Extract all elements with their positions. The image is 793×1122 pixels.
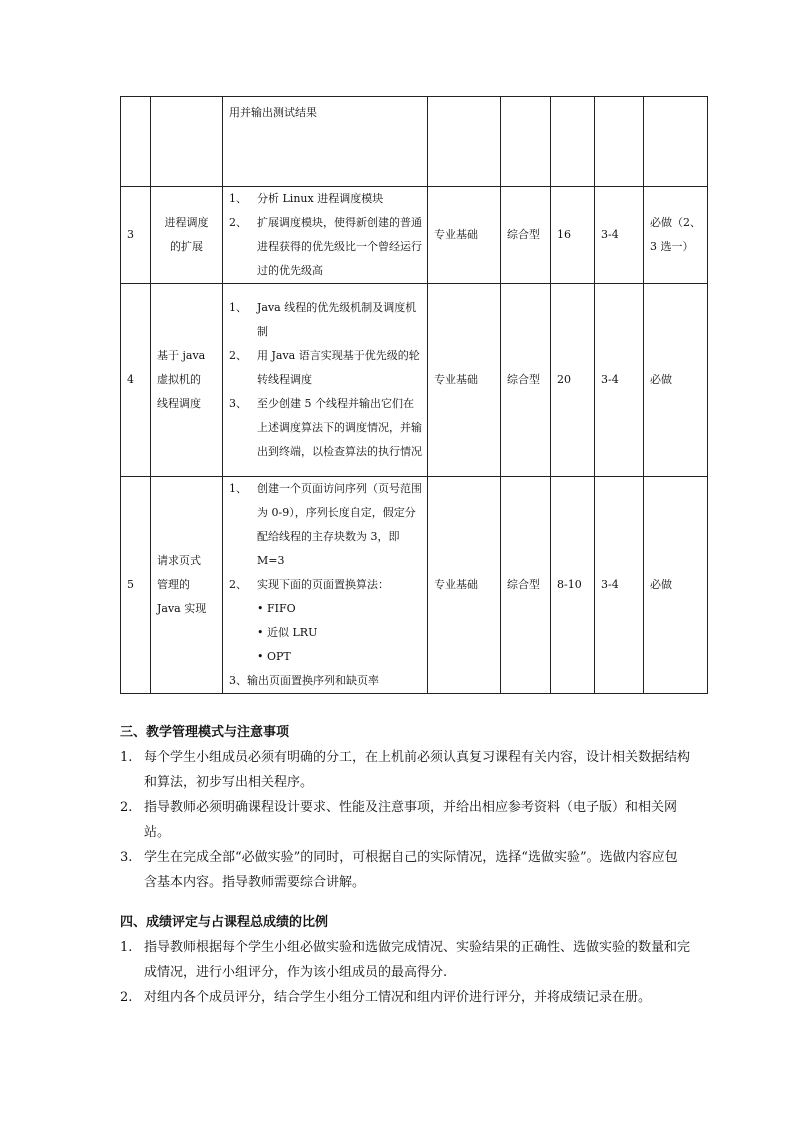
table-row — [121, 477, 708, 694]
experiment-hours — [551, 97, 595, 187]
experiment-requirement: 必做 — [644, 284, 708, 477]
table-row — [121, 187, 708, 284]
item-number: 2、 — [229, 578, 247, 591]
experiment-content — [223, 477, 428, 694]
name-line: 虚拟机的 — [157, 373, 201, 386]
row-number: 3 — [121, 187, 151, 284]
experiment-kind: 综合型 — [501, 284, 551, 477]
section-heading: 四、成绩评定与占课程总成绩的比例 — [120, 915, 329, 930]
experiment-content — [223, 187, 428, 284]
row-number: 5 — [121, 477, 151, 694]
experiment-name — [151, 477, 223, 694]
item-text: 每个学生小组成员必须有明确的分工，在上机前必须认真复习课程有关内容，设计相关数据结构和算法，初步写出相关程序。 — [144, 750, 691, 790]
experiment-type — [428, 97, 501, 187]
item-number: 1、 — [229, 192, 247, 205]
experiment-name — [151, 97, 223, 187]
item-number: 2. — [120, 990, 133, 1005]
experiment-people: 3-4 — [595, 477, 644, 694]
content-tail: 3、输出页面置换序列和缺页率 — [229, 674, 379, 687]
item-text: 创建一个页面访问序列（页号范围为 0-9），序列长度自定，假定分配给线程的主存块数为 3，即 M=3 — [257, 482, 422, 567]
item-text: 实现下面的页面置换算法： — [257, 578, 389, 591]
experiment-people: 3-4 — [595, 284, 644, 477]
bullet-item: • 近似 LRU — [257, 626, 318, 639]
content-item — [229, 344, 423, 392]
experiment-content — [223, 97, 428, 187]
experiment-requirement: 必做（2、3 选一） — [644, 187, 708, 284]
experiment-name — [151, 284, 223, 477]
item-text: 扩展调度模块，使得新创建的普通进程获得的优先级比一个曾经运行过的优先级高 — [257, 216, 422, 277]
experiment-hours: 8-10 — [551, 477, 595, 694]
list-item — [120, 845, 690, 895]
experiment-content — [223, 284, 428, 477]
name-line: 管理的 — [157, 578, 190, 591]
experiment-type: 专业基础 — [428, 187, 501, 284]
item-number: 2. — [120, 800, 133, 815]
item-text: Java 线程的优先级机制及调度机制 — [257, 301, 417, 338]
experiment-kind: 综合型 — [501, 477, 551, 694]
list-item — [120, 745, 690, 795]
name-line: 基于 java — [157, 349, 206, 362]
experiment-type: 专业基础 — [428, 477, 501, 694]
content-item — [229, 477, 423, 573]
experiment-type: 专业基础 — [428, 284, 501, 477]
item-text: 至少创建 5 个线程并输出它们在上述调度算法下的调度情况，并输出到终端，以检查算法的执行情况 — [257, 397, 422, 458]
experiment-requirement: 必做 — [644, 477, 708, 694]
experiment-kind: 综合型 — [501, 187, 551, 284]
experiment-kind — [501, 97, 551, 187]
list-item — [120, 935, 690, 985]
item-number: 1、 — [229, 301, 247, 314]
name-line: 请求页式 — [157, 554, 201, 567]
row-number — [121, 97, 151, 187]
experiment-people — [595, 97, 644, 187]
name-line: Java 实现 — [157, 602, 207, 615]
section-teaching-management — [120, 720, 690, 895]
item-number: 1. — [120, 750, 133, 765]
table-row — [121, 97, 708, 187]
list-item — [120, 795, 690, 845]
item-number: 3. — [120, 850, 133, 865]
item-number: 2、 — [229, 349, 247, 362]
experiment-hours: 16 — [551, 187, 595, 284]
content-item — [229, 392, 423, 464]
row-number: 4 — [121, 284, 151, 477]
content-item — [229, 573, 423, 597]
item-number: 1. — [120, 940, 133, 955]
section-heading: 三、教学管理模式与注意事项 — [120, 725, 290, 740]
name-line: 的扩展 — [170, 240, 203, 253]
experiment-table — [120, 96, 708, 694]
item-number: 1、 — [229, 482, 247, 495]
content-item — [229, 187, 423, 211]
item-number: 3、 — [229, 397, 247, 410]
list-item — [120, 985, 690, 1010]
experiment-name — [151, 187, 223, 284]
experiment-hours: 20 — [551, 284, 595, 477]
section-grading — [120, 910, 690, 1010]
content-item — [229, 296, 423, 344]
experiment-people: 3-4 — [595, 187, 644, 284]
bullet-item: • OPT — [257, 650, 291, 663]
experiment-requirement — [644, 97, 708, 187]
item-text: 用 Java 语言实现基于优先级的轮转线程调度 — [257, 349, 420, 386]
item-text: 对组内各个成员评分，结合学生小组分工情况和组内评价进行评分，并将成绩记录在册。 — [144, 990, 652, 1005]
item-text: 指导教师根据每个学生小组必做实验和选做完成情况、实验结果的正确性、选做实验的数量和完成情况，进行小组评分，作为该小组成员的最高得分. — [144, 940, 691, 980]
item-text: 学生在完成全部“必做实验”的同时，可根据自己的实际情况，选择“选做实验”。选做内容应包含基本内容。指导教师需要综合讲解。 — [144, 850, 678, 890]
bullet-item: • FIFO — [257, 602, 296, 615]
content-item — [229, 211, 423, 283]
content-line: 用并输出测试结果 — [229, 106, 317, 119]
name-line: 线程调度 — [157, 397, 201, 410]
name-line: 进程调度 — [164, 216, 209, 229]
item-number: 2、 — [229, 216, 247, 229]
item-text: 指导教师必须明确课程设计要求、性能及注意事项，并给出相应参考资料（电子版）和相关网站。 — [144, 800, 678, 840]
item-text: 分析 Linux 进程调度模块 — [257, 192, 384, 205]
table-row — [121, 284, 708, 477]
